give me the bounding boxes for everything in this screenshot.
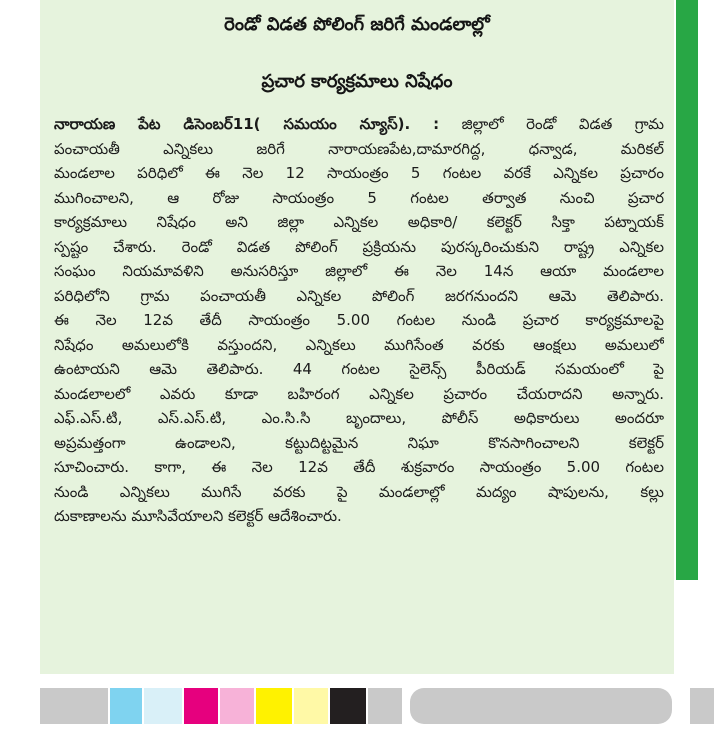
body-line: సంఘం నియమావళిని అనుసరిస్తూ జిల్లాలో ఈ నెల 14న ఆయా మండలాల xyxy=(54,262,664,280)
body-line xyxy=(54,112,664,137)
swatch-black xyxy=(330,688,366,724)
dateline: నారాయణ పేట డిసెంబర్11( సమయం న్యూస్). : xyxy=(54,115,440,133)
body-line-text: జిల్లాలో రెండో విడత గ్రామ xyxy=(461,115,664,133)
swatch-light-magenta xyxy=(220,688,254,724)
swatch-gray xyxy=(40,688,108,724)
green-side-bar xyxy=(676,0,698,580)
body-line: ఎఫ్.ఎస్.టి, ఎస్.ఎస్.టి, ఎం.సి.సి బృందాలు, పోలీస్ అధికారులు అందరూ xyxy=(54,409,664,427)
headline-line-1: రెండో విడత పోలింగ్ జరిగే మండలాల్లో xyxy=(224,14,490,35)
gray-pill-bar xyxy=(410,688,672,724)
body-line: నుండి ఎన్నికలు ముగిసే వరకు పై మండలాల్లో మద్యం షాపులను, కల్లు xyxy=(54,482,664,501)
swatch-cyan xyxy=(110,688,142,724)
headline-line-2: ప్రచార కార్యక్రమాలు నిషేధం xyxy=(261,71,453,92)
body-line: అప్రమత్తంగా ఉండాలని, కట్టుదిట్టమైన నిఘా కొనసాగించాలని కలెక్టర్ xyxy=(54,433,664,452)
body-line: ఉంటాయని ఆమె తెలిపారు. 44 గంటల సైలెన్స్ పీరియడ్ సమయంలో పై xyxy=(54,360,664,378)
swatch-light-cyan xyxy=(144,688,182,724)
body-line: సూచించారు. కాగా, ఈ నెల 12వ తేదీ శుక్రవారం సాయంత్రం 5.00 గంటల xyxy=(54,458,664,476)
news-clipping xyxy=(40,0,674,674)
body-line: మండలాలలో ఎవరు కూడా బహిరంగ ఎన్నికల ప్రచారం చేయరాదని అన్నారు. xyxy=(54,384,664,403)
body-line: నిషేధం అమలులోకి వస్తుందని, ఎన్నికలు ముగిసేంత వరకు ఆంక్షలు అమలులో xyxy=(54,335,664,354)
swatch-magenta xyxy=(184,688,218,724)
body-line: దుకాణాలను మూసివేయాలని కలెక్టర్ ఆదేశించారు. xyxy=(54,507,342,525)
article-body xyxy=(54,112,664,529)
body-line: కార్యక్రమాలు నిషేధం అని జిల్లా ఎన్నికల అధికారి/ కలెక్టర్ సిక్తా పట్నాయక్ xyxy=(54,213,664,231)
swatch-gray-2 xyxy=(368,688,402,724)
swatch-yellow xyxy=(256,688,292,724)
body-line: ముగించాలని, ఆ రోజు సాయంత్రం 5 గంటల తర్వాత నుంచి ప్రచార xyxy=(54,188,664,207)
gray-end-block xyxy=(690,688,714,724)
swatch-light-yellow xyxy=(294,688,328,724)
print-color-strip xyxy=(40,688,714,724)
body-line: స్పష్టం చేశారు. రెండో విడత పోలింగ్ ప్రక్రియను పురస్కరించుకుని రాష్ట్ర ఎన్నికల xyxy=(54,237,664,256)
body-line: పంచాయతీ ఎన్నికలు జరిగే నారాయణపేట,దామారగిద్ద, ధన్వాడ, మరికల్ xyxy=(54,139,664,158)
body-line: ఈ నెల 12వ తేదీ సాయంత్రం 5.00 గంటల నుండి ప్రచార కార్యక్రమాలపై xyxy=(54,311,664,329)
body-line: మండలాల పరిధిలో ఈ నెల 12 సాయంత్రం 5 గంటల వరకే ఎన్నికల ప్రచారం xyxy=(54,164,664,182)
body-line: పరిధిలోని గ్రామ పంచాయతీ ఎన్నికల పోలింగ్ జరగనుందని ఆమె తెలిపారు. xyxy=(54,286,664,305)
